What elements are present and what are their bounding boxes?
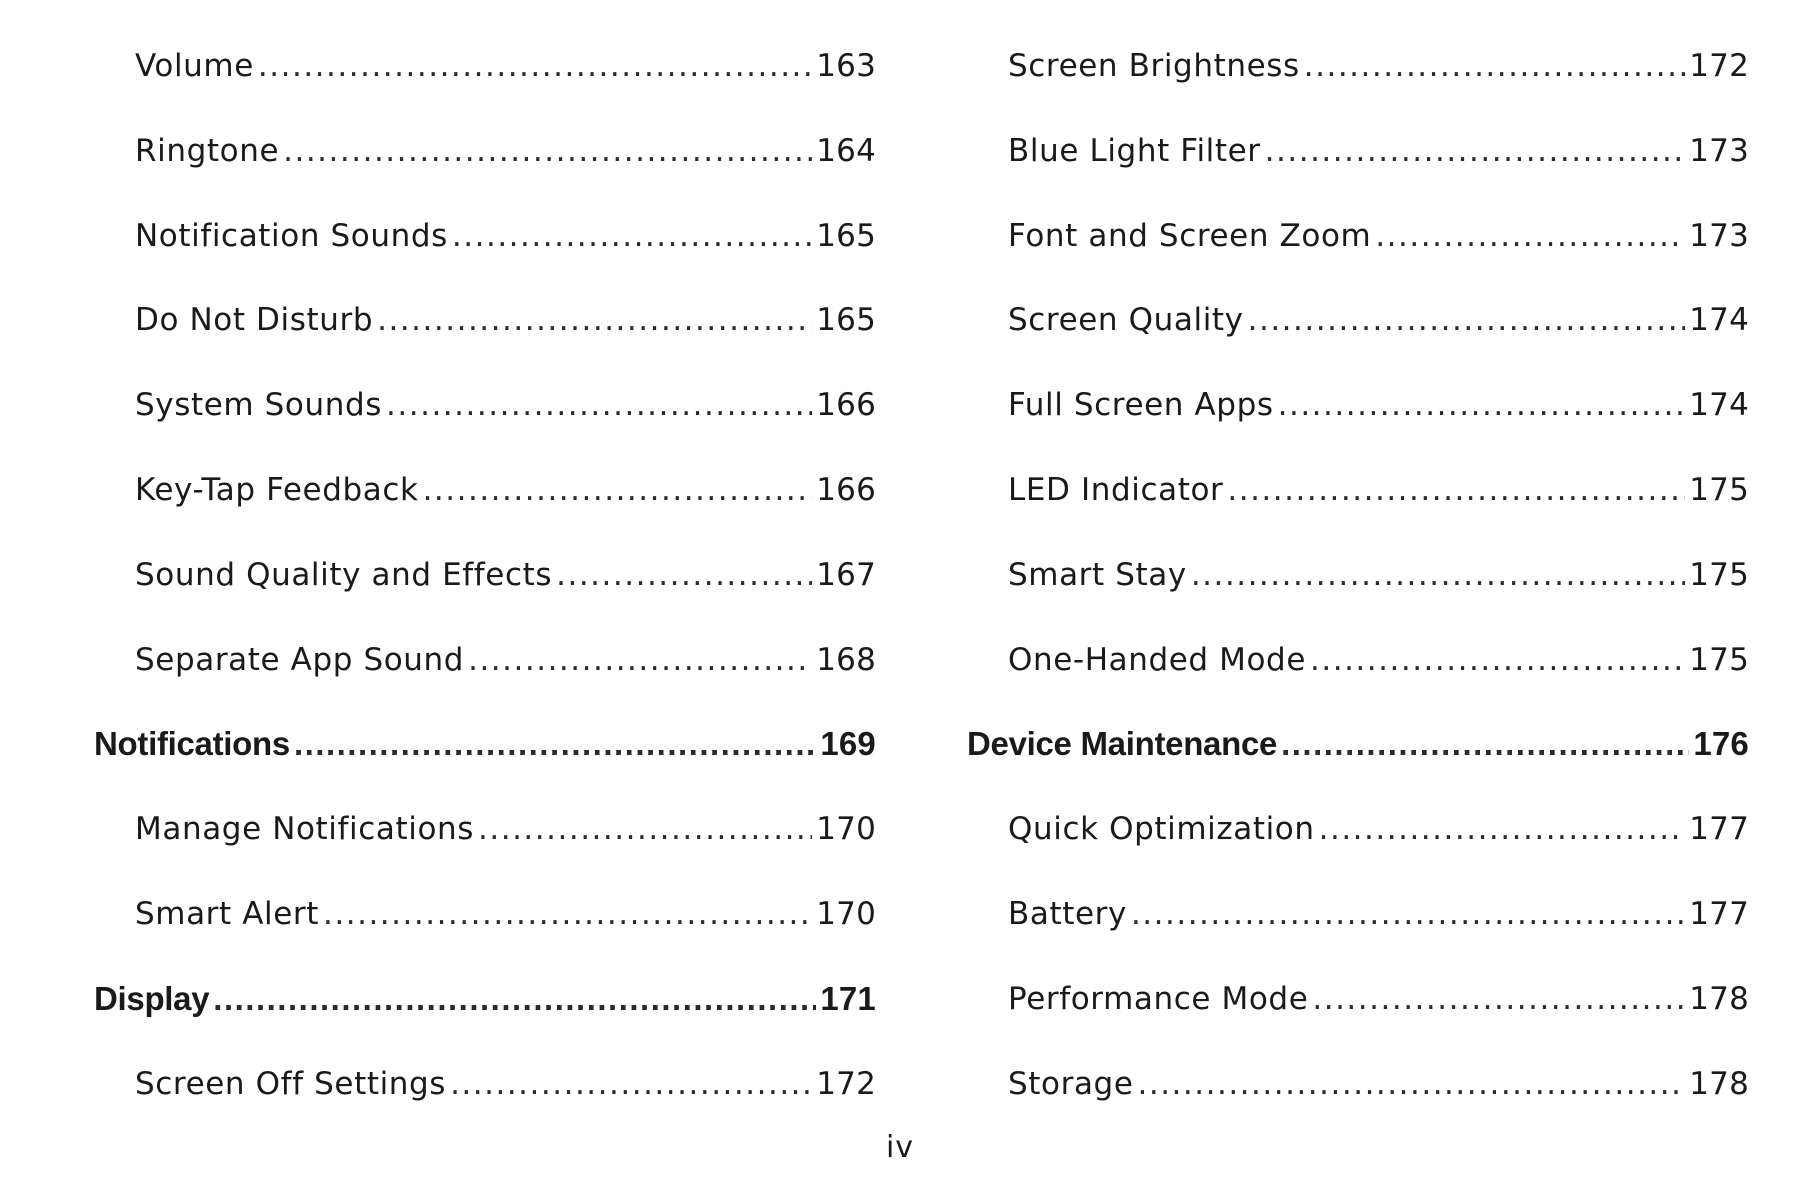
toc-entry-title: Sound Quality and Effects: [135, 556, 553, 593]
toc-dot-leader: [1265, 109, 1686, 194]
toc-entry-performance-mode[interactable]: [967, 957, 1749, 1042]
toc-entry-title: Storage: [1008, 1065, 1134, 1102]
toc-entry-quick-optimization[interactable]: [967, 787, 1749, 872]
toc-dot-leader: [1131, 872, 1685, 957]
toc-entry-do-not-disturb[interactable]: [94, 278, 876, 363]
toc-entry-screen-quality[interactable]: [967, 278, 1749, 363]
toc-entry-system-sounds[interactable]: [94, 363, 876, 448]
toc-entry-page: 170: [816, 895, 876, 932]
toc-dot-leader: [1319, 787, 1686, 872]
toc-section-page: 176: [1693, 725, 1749, 763]
toc-entry-title: Notification Sounds: [135, 217, 448, 254]
toc-entry-notification-sounds[interactable]: [94, 194, 876, 279]
toc-entry-title: Screen Quality: [1008, 302, 1244, 339]
toc-dot-leader: [1191, 533, 1685, 618]
toc-entry-separate-app-sound[interactable]: [94, 618, 876, 703]
toc-entry-full-screen-apps[interactable]: [967, 363, 1749, 448]
toc-dot-leader: [1281, 702, 1689, 787]
toc-dot-leader: [468, 618, 812, 703]
toc-section-title: Display: [94, 979, 210, 1017]
toc-dot-leader: [294, 702, 816, 787]
toc-entry-title: Full Screen Apps: [1008, 387, 1274, 424]
page-number: iv: [885, 1130, 915, 1165]
toc-entry-title: Screen Off Settings: [135, 1065, 447, 1102]
toc-dot-leader: [452, 194, 812, 279]
toc-entry-title: Quick Optimization: [1008, 811, 1315, 848]
toc-entry-page: 175: [1689, 556, 1749, 593]
toc-entry-ringtone[interactable]: [94, 109, 876, 194]
toc-entry-page: 178: [1689, 1065, 1749, 1102]
toc-section-page: 171: [820, 979, 876, 1017]
toc-entry-title: Font and Screen Zoom: [1008, 217, 1372, 254]
toc-entry-title: Performance Mode: [1008, 980, 1309, 1017]
toc-entry-title: Blue Light Filter: [1008, 132, 1261, 169]
toc-entry-storage[interactable]: [967, 1042, 1749, 1127]
toc-entry-title: Do Not Disturb: [135, 302, 374, 339]
toc-section-page: 169: [820, 725, 876, 763]
toc-entry-title: Smart Alert: [135, 895, 320, 932]
toc-entry-title: Separate App Sound: [135, 641, 465, 678]
toc-entry-page: 170: [816, 811, 876, 848]
toc-section-title: Notifications: [94, 725, 290, 763]
toc-entry-page: 168: [816, 641, 876, 678]
toc-dot-leader: [450, 1042, 812, 1127]
toc-entry-manage-notifications[interactable]: [94, 787, 876, 872]
toc-entry-page: 164: [816, 132, 876, 169]
toc-entry-page: 172: [1689, 48, 1749, 84]
toc-entry-one-handed-mode[interactable]: [967, 618, 1749, 703]
toc-section-display[interactable]: [94, 957, 876, 1042]
toc-entry-title: LED Indicator: [1008, 471, 1224, 508]
toc-entry-page: 166: [816, 471, 876, 508]
toc-dot-leader: [1278, 363, 1686, 448]
toc-entry-title: Smart Stay: [1008, 556, 1187, 593]
toc-entry-page: 173: [1689, 132, 1749, 169]
toc-dot-leader: [377, 278, 812, 363]
toc-entry-page: 172: [816, 1065, 876, 1102]
toc-dot-leader: [1304, 24, 1685, 109]
toc-dot-leader: [323, 872, 812, 957]
toc-dot-leader: [1312, 957, 1685, 1042]
toc-dot-leader: [1248, 278, 1686, 363]
toc-dot-leader: [213, 957, 816, 1042]
toc-entry-page: 174: [1689, 387, 1749, 424]
toc-entry-page: 175: [1689, 641, 1749, 678]
toc-entry-battery[interactable]: [967, 872, 1749, 957]
toc-dot-leader: [423, 448, 813, 533]
toc-entry-page: 163: [816, 48, 876, 84]
toc-left-column: [94, 24, 876, 1126]
toc-entry-page: 175: [1689, 471, 1749, 508]
toc-entry-font-and-screen-zoom[interactable]: [967, 194, 1749, 279]
toc-entry-page: 173: [1689, 217, 1749, 254]
toc-entry-page: 165: [816, 217, 876, 254]
toc-dot-leader: [1310, 618, 1685, 703]
toc-section-device-maintenance[interactable]: [967, 702, 1749, 787]
toc-dot-leader: [283, 109, 812, 194]
toc-right-column: [967, 24, 1749, 1126]
toc-entry-title: System Sounds: [135, 387, 383, 424]
toc-dot-leader: [1227, 448, 1685, 533]
toc-entry-page: 166: [816, 387, 876, 424]
toc-dot-leader: [1375, 194, 1685, 279]
toc-entry-screen-off-settings[interactable]: [94, 1042, 876, 1127]
toc-dot-leader: [478, 787, 812, 872]
toc-entry-screen-brightness[interactable]: [967, 24, 1749, 109]
toc-entry-page: 165: [816, 302, 876, 339]
toc-entry-page: 177: [1689, 895, 1749, 932]
toc-entry-led-indicator[interactable]: [967, 448, 1749, 533]
toc-entry-smart-alert[interactable]: [94, 872, 876, 957]
toc-entry-title: One-Handed Mode: [1008, 641, 1307, 678]
toc-entry-title: Volume: [135, 48, 254, 84]
toc-entry-title: Ringtone: [135, 132, 280, 169]
toc-entry-key-tap-feedback[interactable]: [94, 448, 876, 533]
toc-entry-page: 177: [1689, 811, 1749, 848]
toc-dot-leader: [386, 363, 812, 448]
toc-entry-title: Manage Notifications: [135, 811, 475, 848]
toc-dot-leader: [556, 533, 812, 618]
toc-entry-blue-light-filter[interactable]: [967, 109, 1749, 194]
toc-entry-page: 167: [816, 556, 876, 593]
toc-entry-page: 178: [1689, 980, 1749, 1017]
toc-entry-title: Screen Brightness: [1008, 48, 1300, 84]
toc-entry-page: 174: [1689, 302, 1749, 339]
toc-dot-leader: [1138, 1042, 1686, 1127]
toc-entry-smart-stay[interactable]: [967, 533, 1749, 618]
toc-entry-title: Battery: [1008, 895, 1127, 932]
toc-section-notifications[interactable]: [94, 702, 876, 787]
toc-entry-volume[interactable]: [94, 24, 876, 109]
toc-entry-title: Key-Tap Feedback: [135, 471, 419, 508]
toc-section-title: Device Maintenance: [967, 725, 1278, 763]
toc-dot-leader: [258, 24, 812, 109]
toc-entry-sound-quality-and-effects[interactable]: [94, 533, 876, 618]
